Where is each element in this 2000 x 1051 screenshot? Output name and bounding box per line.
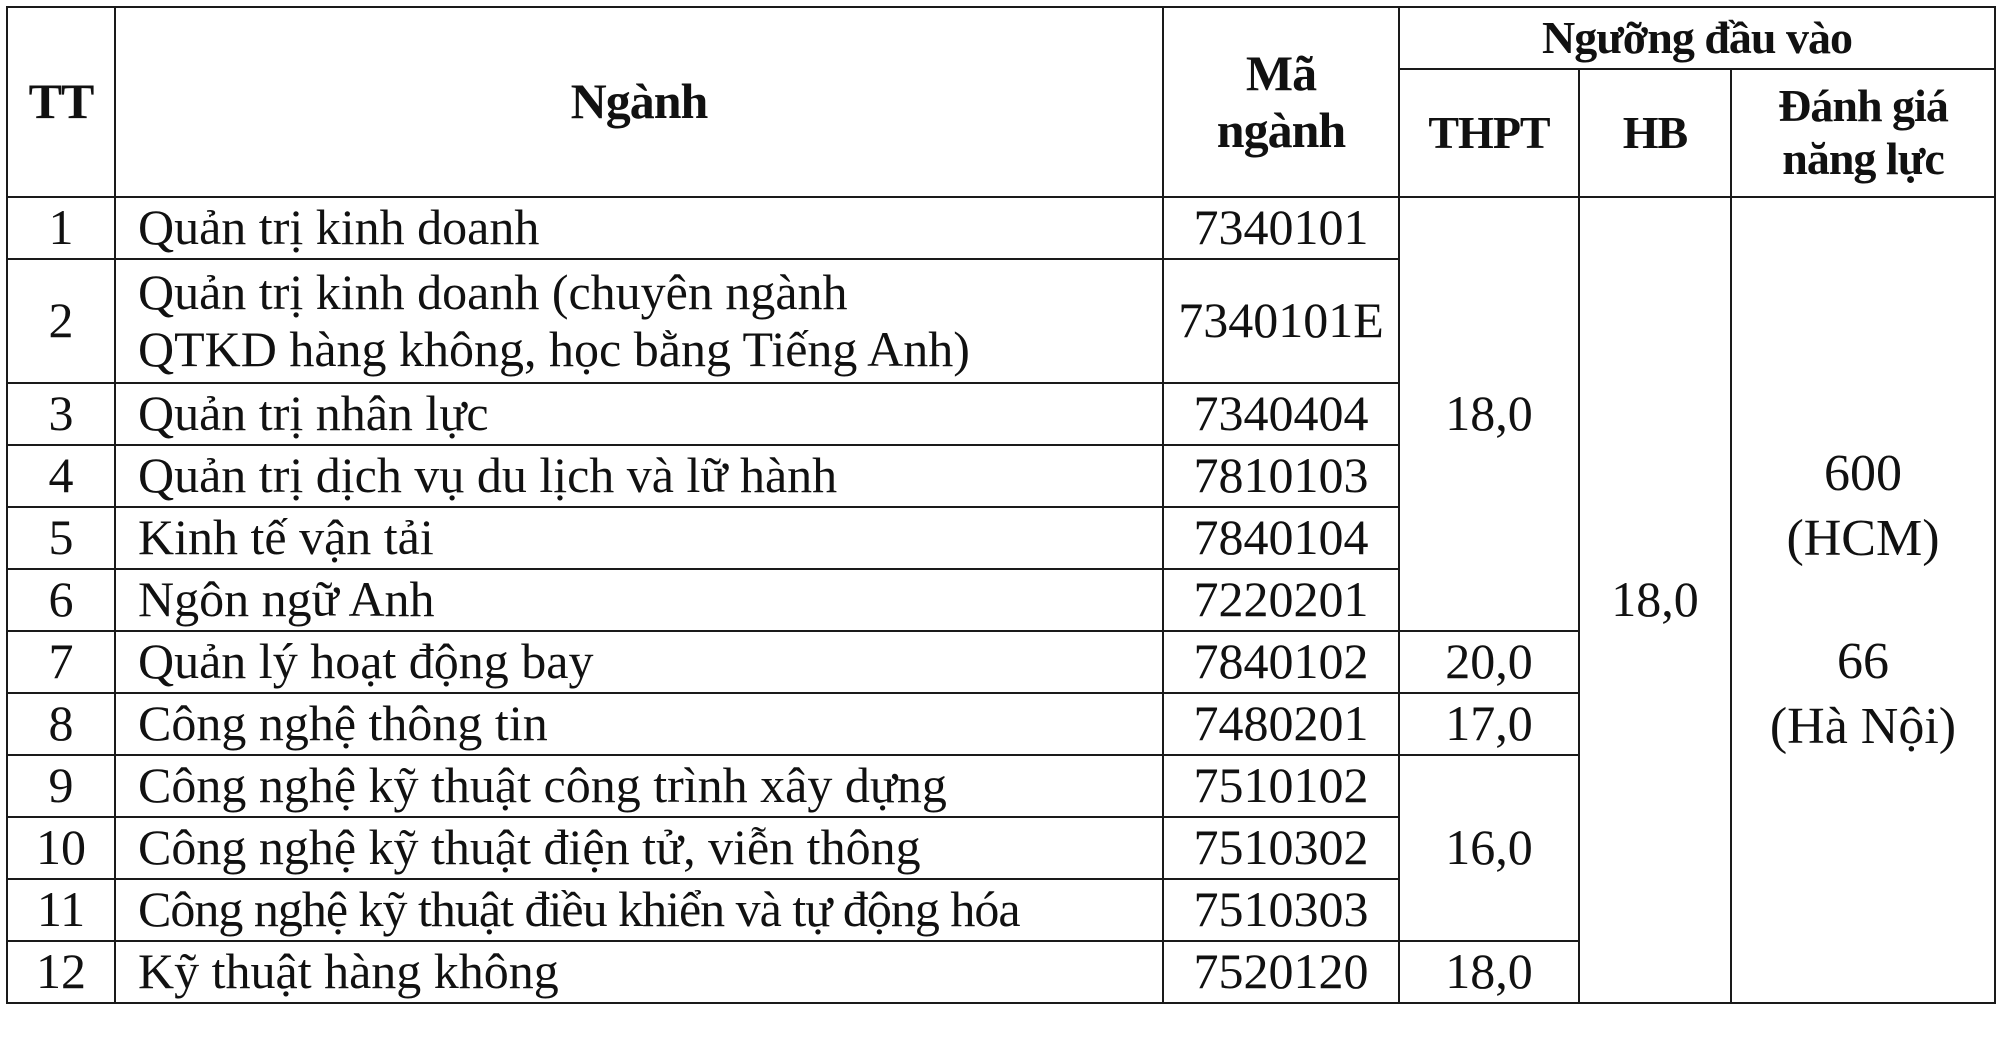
row-tt: 6 [7,569,115,631]
row-nganh: Quản trị kinh doanh [115,197,1163,259]
row-tt: 2 [7,259,115,383]
row-nganh: Công nghệ kỹ thuật điều khiển và tự động hóa [115,879,1163,941]
row-tt: 7 [7,631,115,693]
row-nganh: Công nghệ kỹ thuật công trình xây dựng [115,755,1163,817]
row-ma-nganh: 7510302 [1163,817,1399,879]
row-tt: 9 [7,755,115,817]
thpt-group-1-6: 18,0 [1399,197,1579,631]
admission-threshold-table [6,6,1996,1004]
row-ma-nganh: 7840104 [1163,507,1399,569]
dgnl-hn-score: 66 [1837,633,1889,690]
dgnl-all [1731,197,1995,1003]
row-nganh: Công nghệ thông tin [115,693,1163,755]
header-ma-nganh: Mã ngành [1163,7,1399,197]
row-tt: 1 [7,197,115,259]
row-tt: 5 [7,507,115,569]
row-tt: 10 [7,817,115,879]
row-ma-nganh: 7220201 [1163,569,1399,631]
row-tt: 12 [7,941,115,1003]
row-ma-nganh: 7520120 [1163,941,1399,1003]
row-nganh-line-1: Quản trị kinh doanh (chuyên ngành [138,263,848,320]
row-nganh: Kỹ thuật hàng không [115,941,1163,1003]
row-ma-nganh: 7340101E [1163,259,1399,383]
header-thpt: THPT [1399,69,1579,197]
row-ma-nganh: 7510102 [1163,755,1399,817]
row-tt: 8 [7,693,115,755]
thpt-row-7: 20,0 [1399,631,1579,693]
row-nganh: Quản lý hoạt động bay [115,631,1163,693]
header-danh-gia-nang-luc: Đánh giá năng lực [1731,69,1995,197]
thpt-row-8: 17,0 [1399,693,1579,755]
row-nganh: Quản trị nhân lực [115,383,1163,445]
dgnl-hcm-score: 600 [1824,445,1902,502]
row-nganh-line-2: QTKD hàng không, học bằng Tiếng Anh) [138,321,970,377]
thpt-group-9-11: 16,0 [1399,755,1579,941]
row-tt: 3 [7,383,115,445]
dgnl-hn-label: (Hà Nội) [1769,698,1957,755]
row-ma-nganh: 7810103 [1163,445,1399,507]
thpt-row-12: 18,0 [1399,941,1579,1003]
header-nguong-dau-vao: Ngưỡng đầu vào [1399,7,1995,69]
admission-threshold-table-wrapper [6,6,1996,1004]
row-ma-nganh: 7340101 [1163,197,1399,259]
row-tt: 4 [7,445,115,507]
row-ma-nganh: 7340404 [1163,383,1399,445]
dgnl-hcm-label: (HCM) [1786,510,1940,567]
header-nganh: Ngành [115,7,1163,197]
row-ma-nganh: 7840102 [1163,631,1399,693]
header-row-1 [7,7,1995,69]
row-nganh: Quản trị dịch vụ du lịch và lữ hành [115,445,1163,507]
hb-all: 18,0 [1579,197,1731,1003]
row-nganh: Ngôn ngữ Anh [115,569,1163,631]
row-ma-nganh: 7510303 [1163,879,1399,941]
row-nganh: Công nghệ kỹ thuật điện tử, viễn thông [115,817,1163,879]
header-hb: HB [1579,69,1731,197]
table-row [7,197,1995,259]
header-tt: TT [7,7,115,197]
row-nganh-multiline [115,259,1163,383]
row-tt: 11 [7,879,115,941]
dgnl-spacer [1732,571,1994,629]
row-nganh: Kinh tế vận tải [115,507,1163,569]
row-ma-nganh: 7480201 [1163,693,1399,755]
